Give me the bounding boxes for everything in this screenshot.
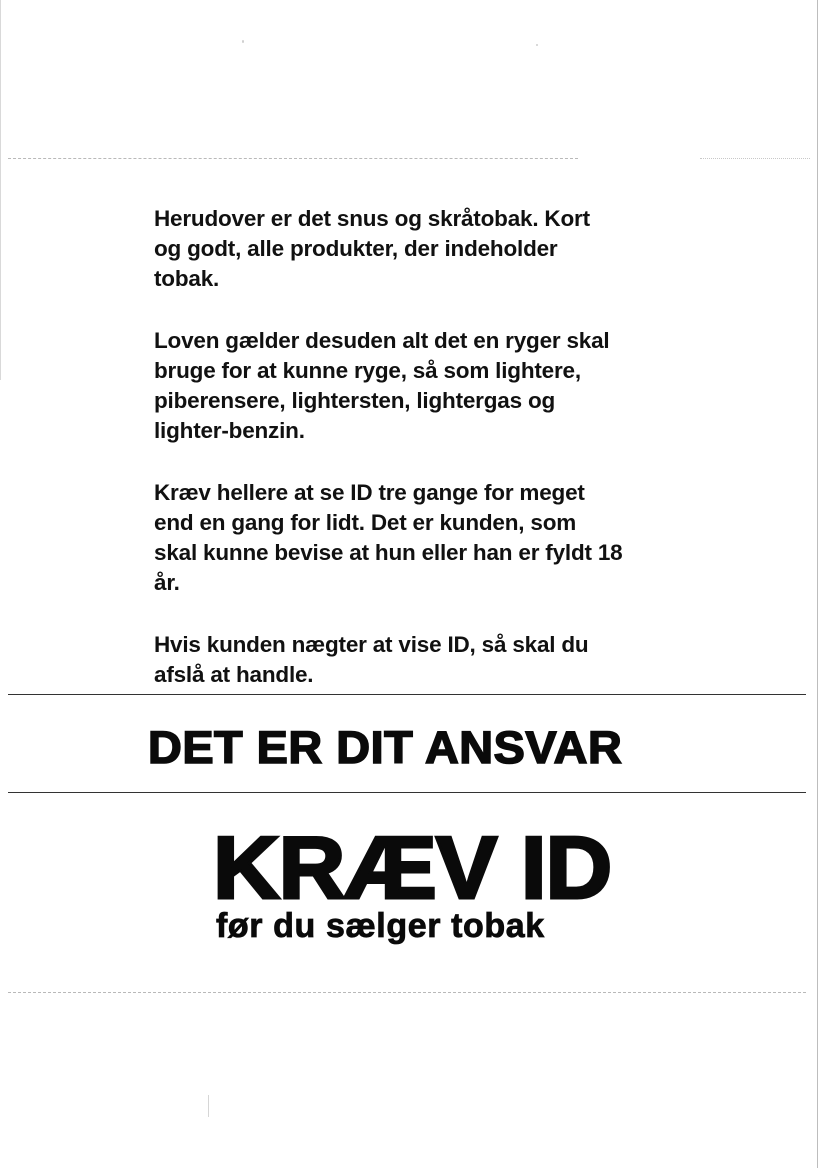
bottom-divider xyxy=(8,992,806,993)
paragraph-products xyxy=(154,204,674,294)
text-line: tobak. xyxy=(154,266,220,291)
text-line: afslå at handle. xyxy=(154,662,314,687)
scan-speck xyxy=(536,44,538,46)
scan-speck xyxy=(208,1095,209,1117)
scan-edge-right xyxy=(817,0,818,1168)
responsibility-headline: DET ER DIT ANSVAR xyxy=(148,722,623,773)
text-line: Loven gælder desuden alt det en ryger skal xyxy=(154,328,610,353)
text-line: piberensere, lightersten, lightergas og xyxy=(154,388,556,413)
body-text xyxy=(154,204,674,722)
text-line: bruge for at kunne ryge, så som lightere, xyxy=(154,358,581,383)
headline-top-divider xyxy=(8,694,806,695)
top-divider xyxy=(8,158,578,159)
text-line: end en gang for lidt. Det er kunden, som xyxy=(154,510,577,535)
paragraph-refuse xyxy=(154,630,674,690)
paragraph-law xyxy=(154,326,674,446)
text-line: Kræv hellere at se ID tre gange for meget xyxy=(154,480,585,505)
demand-id-subtitle: før du sælger tobak xyxy=(216,907,545,945)
text-line: Herudover er det snus og skråtobak. Kort xyxy=(154,206,590,231)
scan-speck xyxy=(242,40,244,43)
paragraph-id-check xyxy=(154,478,674,598)
scan-edge-left xyxy=(0,0,1,380)
headline-bottom-divider xyxy=(8,792,806,793)
text-line: år. xyxy=(154,570,180,595)
text-line: Hvis kunden nægter at vise ID, så skal du xyxy=(154,632,589,657)
text-line: og godt, alle produkter, der indeholder xyxy=(154,236,558,261)
text-line: skal kunne bevise at hun eller han er fyldt 18 xyxy=(154,540,623,565)
demand-id-title: KRÆV ID xyxy=(213,818,612,917)
text-line: lighter-benzin. xyxy=(154,418,305,443)
top-divider-right xyxy=(700,158,810,159)
